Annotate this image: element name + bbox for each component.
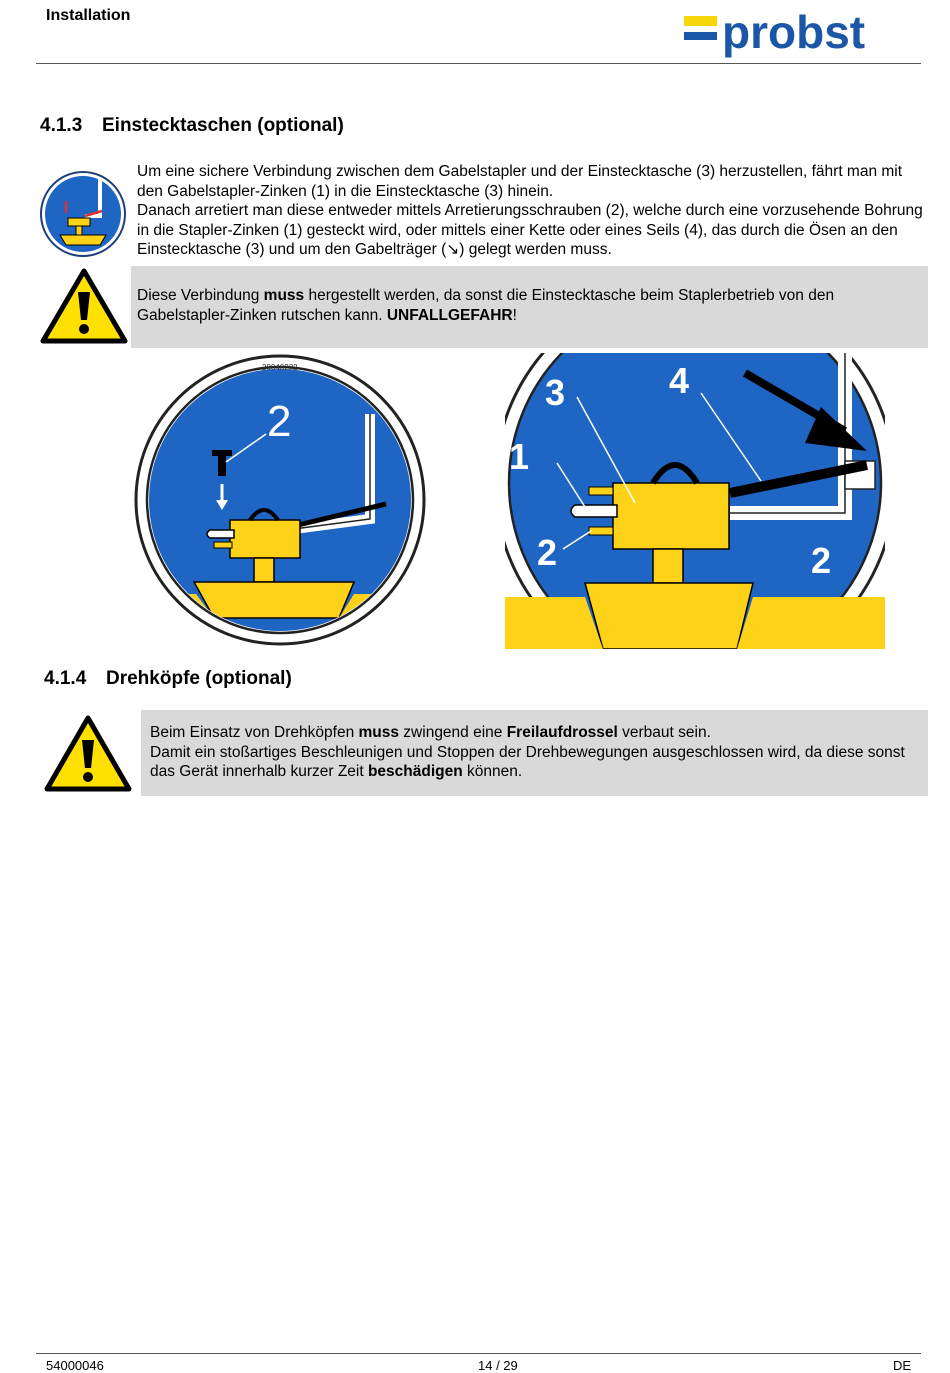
section-413-title: Einstecktaschen (optional) [102, 115, 344, 136]
instruction-sign-icon [40, 171, 126, 257]
section-414-title: Drehköpfe (optional) [106, 668, 292, 689]
logo-text: probst [722, 10, 866, 58]
warning-413-text-2: hergestellt werden, da sonst die Einstecktasche beim Staplerbetrieb von den Gabelstapler-Zinken rutschen kann. [137, 287, 835, 324]
warning-414-bold-freilaufdrossel: Freilaufdrossel [506, 724, 618, 741]
section-413-description [137, 162, 927, 260]
figure-left-label-2: 2 [267, 397, 292, 446]
warning-414-text-3: verbaut sein. [617, 724, 711, 741]
figure-right-label-2a: 2 [537, 532, 558, 573]
warning-413-bold-unfallgefahr: UNFALLGEFAHR [386, 306, 513, 324]
header-section-title: Installation [46, 7, 131, 24]
warning-413-text-3: ! [512, 306, 517, 324]
header-rule [36, 63, 921, 64]
figure-chain-lock-illustration [505, 353, 885, 649]
footer-language: DE [893, 1358, 912, 1373]
warning-413-bold-muss: muss [263, 287, 305, 304]
figure-right-label-4: 4 [669, 360, 690, 401]
warning-414-bold-beschaedigen: beschädigen [367, 763, 463, 781]
figure-right-label-2b: 2 [811, 540, 832, 581]
section-413-para2: Danach arretiert man diese entweder mittels Arretierungsschrauben (2), welche durch eine vorzusehende Bohrung in die Stapler-Zinken (1) gesteckt wird, oder mittels einer Kette oder eines Seils (4), das durch die Ösen an den Einstecktasche (3) und um den Gabelträger (↘) gelegt werden muss. [137, 202, 923, 259]
probst-logo [684, 10, 914, 58]
warning-414-bold-muss: muss [358, 724, 399, 741]
warning-413-text-1: Diese Verbindung [137, 287, 264, 304]
warning-414-text-5: können. [462, 763, 523, 781]
warning-box-414 [141, 710, 928, 796]
section-413-heading [40, 115, 344, 137]
warning-box-413 [131, 266, 928, 348]
section-413-number: 4.1.3 [40, 115, 83, 136]
section-414-number: 4.1.4 [44, 668, 87, 689]
section-414-heading [44, 668, 292, 690]
footer-rule [36, 1353, 921, 1354]
warning-414-text-2: zwingend eine [399, 724, 507, 741]
warning-414-text-1: Beim Einsatz von Drehköpfen [150, 724, 359, 741]
warning-triangle-icon [40, 268, 128, 344]
figure-left-code: 29040222 [262, 363, 298, 372]
section-413-para1: Um eine sichere Verbindung zwischen dem Gabelstapler und der Einstecktasche (3) herzustellen, fährt man mit den Gabelstapler-Zinken (1) in die Einstecktasche (3) hinein. [137, 163, 903, 200]
warning-414-text-4: Damit ein stoßartiges Beschleunigen und Stoppen der Drehbewegungen ausgeschlossen wird, da diese sonst das Gerät innerhalb kurzer Zeit [150, 743, 905, 781]
footer-doc-number: 54000046 [46, 1358, 104, 1373]
figure-pin-lock-illustration [134, 354, 426, 646]
warning-triangle-icon [44, 715, 132, 793]
figure-right-label-3: 3 [545, 372, 566, 413]
footer-page-number: 14 / 29 [478, 1358, 518, 1373]
figure-right-label-1: 1 [509, 436, 530, 477]
